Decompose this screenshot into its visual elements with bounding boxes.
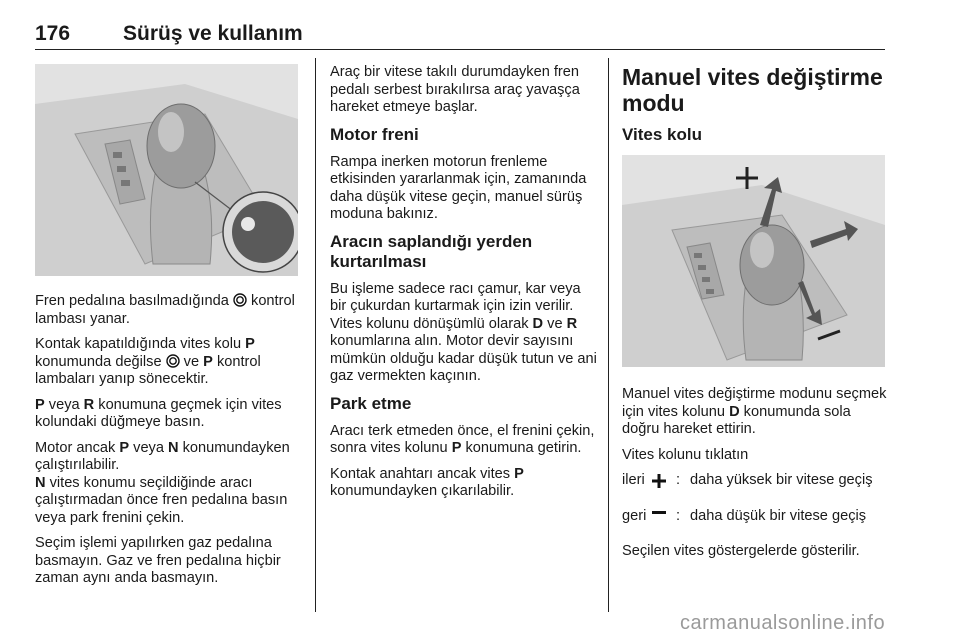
manual-mode-illustration	[622, 155, 885, 367]
step-desc-down: daha düşük bir vitese geçiş	[690, 507, 867, 524]
watermark: carmanualsonline.info	[680, 612, 886, 634]
column-2	[330, 64, 598, 509]
paragraph-creep: Araç bir vitese takılı durumdayken fren pedalı serbest bırakılırsa araç yavaşça hareket etmeye başlar.	[330, 64, 580, 115]
section-title: Sürüş ve kullanım	[123, 22, 303, 45]
paragraph-engine-brake: Rampa inerken motorun frenleme etkisinden yararlanmak için, zamanında daha düşük vitese geçin, manuel sürüş moduna bakınız.	[330, 153, 587, 222]
header-rule	[35, 49, 885, 50]
page-header	[35, 16, 885, 52]
paragraph-gear-display: Seçilen vites göstergelerde gösterilir.	[622, 543, 860, 559]
column-3	[622, 64, 890, 154]
manual-mode-figure	[622, 155, 885, 367]
column-divider-2	[608, 58, 609, 612]
brake-warning-icon	[166, 354, 180, 368]
step-row-upshift: ileri : daha yüksek bir vitese geçiş	[622, 472, 873, 488]
heading-rocking: Aracın saplandığı yerden kurtarılması	[330, 231, 533, 271]
brake-warning-icon	[233, 293, 247, 307]
paragraph-parking: Aracı terk etmeden önce, el frenini çekin, sonra vites kolunu P konumuna getirin.	[330, 422, 595, 456]
column-3-body	[622, 386, 890, 569]
page-number: 176	[35, 22, 71, 45]
paragraph-brake-lamp: Fren pedalına basılmadığında kontrol lambası yanar.	[35, 293, 295, 327]
step-row-downshift: geri : daha düşük bir vitese geçiş	[622, 507, 867, 524]
paragraph-tap-lever: Vites kolunu tıklatın	[622, 446, 749, 463]
plus-icon	[652, 474, 666, 488]
subheading-selector-lever: Vites kolu	[622, 125, 702, 144]
column-1	[35, 293, 303, 596]
paragraph-neutral: N vites konumu seçildiğinde aracı çalıştırmadan önce fren pedalına basın veya park frenini çekin.	[35, 474, 288, 526]
column-divider-1	[315, 58, 316, 612]
heading-engine-brake: Motor freni	[330, 124, 419, 144]
heading-manual-mode: Manuel vites değiştirme modu	[622, 64, 883, 116]
step-label-up: ileri	[622, 472, 645, 488]
minus-icon	[652, 509, 666, 523]
paragraph-key-removal: Kontak anahtarı ancak vites P konumundayken çıkarılabilir.	[330, 465, 524, 499]
paragraph-rocking: Bu işleme sadece racı çamur, kar veya bir çukurdan kurtarmak için izin verilir. Vites kolunu dönüşümlü olarak D ve R konumlarına alın. Motor devir sayısını mümkün olduğu kadar düşük tutun ve ani gaz vermekten kaçının.	[330, 280, 597, 384]
step-label-down: geri	[622, 507, 647, 524]
paragraph-shift-button: P veya R konumuna geçmek için vites kolundaki düğmeye basın.	[35, 396, 282, 430]
gear-lever-figure	[35, 64, 298, 276]
paragraph-pedal-warning: Seçim işlemi yapılırken gaz pedalına basmayın. Gaz ve fren pedalına hiçbir zaman aynı anda basmayın.	[35, 535, 281, 586]
paragraph-engine-start: Motor ancak P veya N konumundayken çalıştırılabilir.	[35, 439, 290, 473]
gear-lever-illustration	[35, 64, 298, 276]
paragraph-manual-mode: Manuel vites değiştirme modunu seçmek için vites kolunu D konumunda sola doğru hareket ettirin.	[622, 386, 887, 437]
heading-parking: Park etme	[330, 393, 412, 413]
paragraph-ignition-off: Kontak kapatıldığında vites kolu P konumunda değilse ve P kontrol lambaları yanıp sönecektir.	[35, 336, 261, 387]
step-desc-up: daha yüksek bir vitese geçiş	[690, 472, 873, 488]
